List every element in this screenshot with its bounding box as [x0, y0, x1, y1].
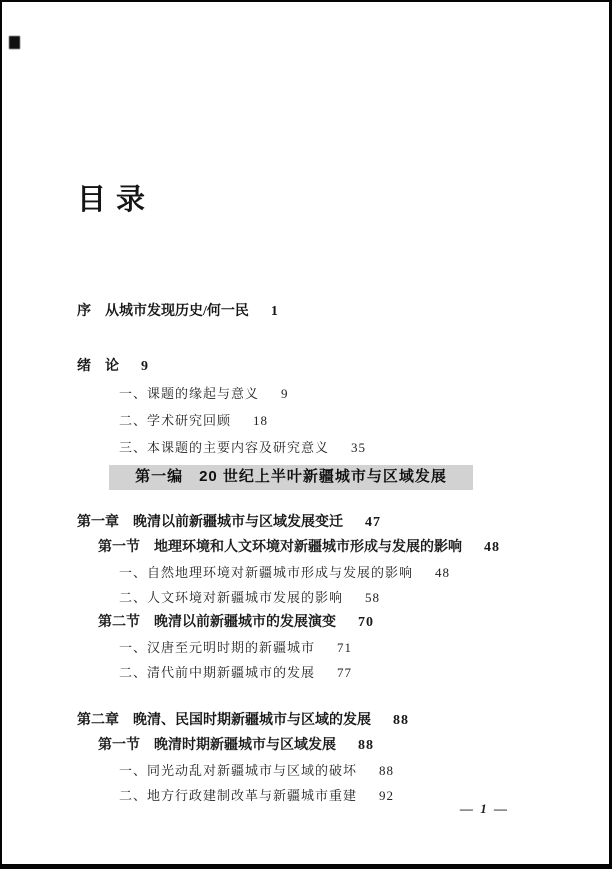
toc-entry-page-number: 88	[358, 738, 374, 753]
toc-entry-label: 一、自然地理环境对新疆城市形成与发展的影响	[119, 565, 414, 580]
part-banner	[109, 465, 473, 490]
toc-entry-label: 绪 论	[77, 359, 119, 374]
page-title: 目录	[77, 184, 156, 216]
toc-entry-chapter	[77, 358, 539, 375]
toc-entry-page-number: 77	[337, 665, 353, 680]
toc-entry-item	[77, 564, 539, 581]
toc-entry-item	[77, 664, 539, 681]
toc-entry-label: 一、课题的缘起与意义	[119, 386, 260, 401]
part-banner-label: 第一编 20 世纪上半叶新疆城市与区域发展	[135, 468, 447, 485]
folio-page-number: — 1 —	[460, 801, 509, 816]
toc-entry-page-number: 71	[337, 640, 353, 655]
toc-entry-label: 二、学术研究回顾	[119, 413, 232, 428]
toc-entry-page-number: 47	[365, 515, 381, 530]
toc-entry-label: 第一节 晚清时期新疆城市与区域发展	[98, 738, 336, 753]
toc-entry-item	[77, 385, 539, 402]
toc-entry-page-number: 1	[270, 304, 279, 319]
toc-entry-item	[77, 412, 539, 429]
toc-entry-label: 第二节 晚清以前新疆城市的发展演变	[98, 615, 336, 630]
toc-entry-label: 第一节 地理环境和人文环境对新疆城市形成与发展的影响	[98, 540, 462, 555]
scan-artifact-mark	[9, 36, 20, 49]
toc-entry-page-number: 9	[281, 386, 289, 401]
toc-entry-chapter	[77, 514, 539, 531]
toc-entry-page-number: 48	[484, 540, 500, 555]
toc-entry-item	[77, 762, 539, 779]
toc-entry-page-number: 18	[253, 413, 269, 428]
toc-entry-chapter	[77, 712, 539, 729]
toc-entry-page-number: 70	[358, 615, 374, 630]
toc-entry-section	[77, 614, 539, 631]
toc-entry-label: 二、人文环境对新疆城市发展的影响	[119, 590, 344, 605]
toc-entry-item	[77, 639, 539, 656]
toc-entry-label: 一、汉唐至元明时期的新疆城市	[119, 640, 316, 655]
toc-entry-label: 三、本课题的主要内容及研究意义	[119, 440, 330, 455]
toc-entry-page-number: 9	[141, 359, 149, 374]
toc-entry-label: 第二章 晚清、民国时期新疆城市与区域的发展	[77, 713, 371, 728]
toc-entry-item	[77, 589, 539, 606]
toc-entry-preface	[77, 303, 539, 320]
toc-entry-item	[77, 439, 539, 456]
toc-entry-page-number: 88	[393, 713, 409, 728]
toc-entry-label: 二、地方行政建制改革与新疆城市重建	[119, 788, 358, 803]
toc-list	[77, 303, 539, 804]
toc-content	[77, 183, 539, 804]
toc-entry-page-number: 88	[379, 763, 395, 778]
toc-entry-page-number: 58	[365, 590, 381, 605]
toc-entry-page-number: 48	[435, 565, 451, 580]
toc-entry-page-number: 35	[351, 440, 367, 455]
toc-entry-label: 第一章 晚清以前新疆城市与区域发展变迁	[77, 515, 343, 530]
toc-entry-label: 一、同光动乱对新疆城市与区域的破坏	[119, 763, 358, 778]
toc-entry-label: 二、清代前中期新疆城市的发展	[119, 665, 316, 680]
toc-entry-label: 序 从城市发现历史/何一民	[77, 304, 249, 319]
toc-entry-page-number: 92	[379, 788, 395, 803]
toc-entry-section	[77, 737, 539, 754]
toc-entry-section	[77, 539, 539, 556]
